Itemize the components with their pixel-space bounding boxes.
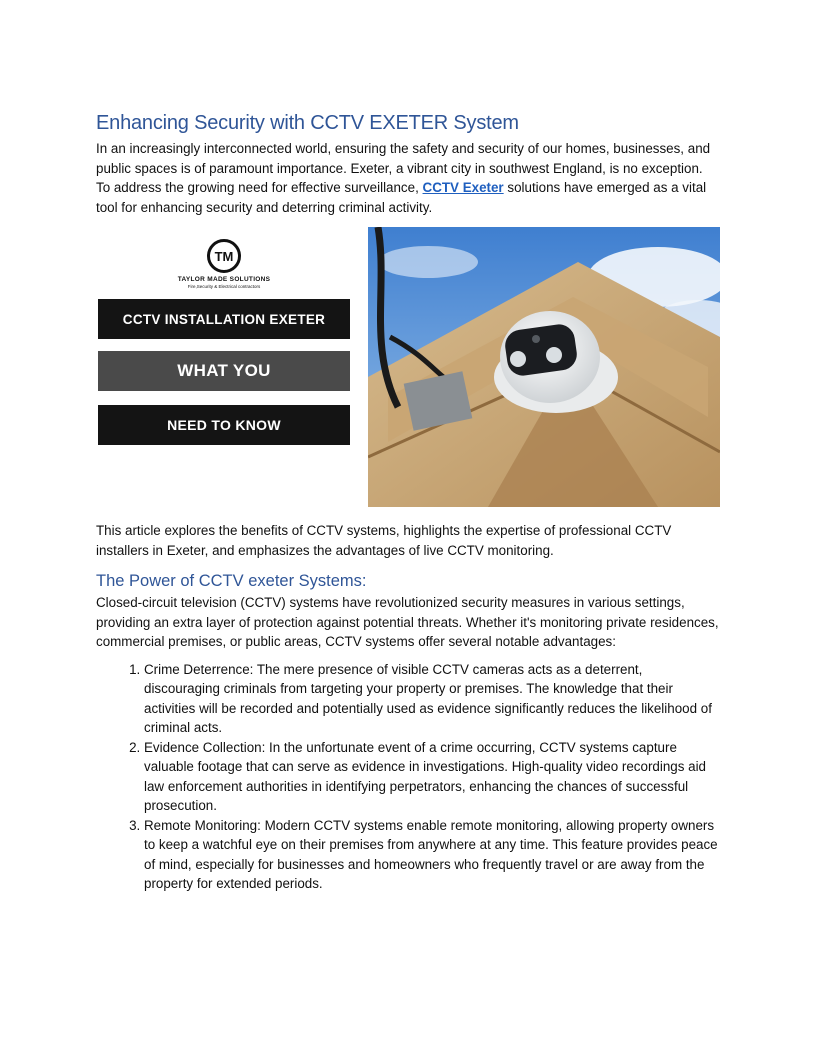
article-title: Enhancing Security with CCTV EXETER System [96, 112, 519, 134]
summary-paragraph: This article explores the benefits of CCTV systems, highlights the expertise of professional CCTV installers in Exeter, and emphasizes the advantages of live CCTV monitoring. [96, 523, 672, 558]
promo-graphic [96, 227, 352, 507]
banner-cctv-installation: CCTV INSTALLATION EXETER [98, 299, 350, 339]
cloud [378, 246, 478, 278]
banner-need-to-know: NEED TO KNOW [98, 405, 350, 445]
tm-logo-icon: TM [207, 239, 241, 273]
document-page [96, 112, 720, 894]
company-logo [96, 239, 352, 289]
cctv-exeter-link[interactable]: CCTV Exeter [422, 180, 504, 195]
cctv-camera-photo [368, 227, 720, 507]
list-item: 1. Crime Deterrence: The mere presence of visible CCTV cameras acts as a deterrent, discouraging criminals from targeting your property or premises. The knowledge that their activities will be recorded and potentially used as evidence significantly reduces the likelihood of criminal acts. [144, 660, 720, 738]
list-item: 3. Remote Monitoring: Modern CCTV systems enable remote monitoring, allowing property owners to keep a watchful eye on their premises from anywhere at any time. This feature provides peace of mind, especially for businesses and homeowners who frequently travel or are away from the property for extended periods. [144, 816, 720, 894]
banner-what-you: WHAT YOU [98, 351, 350, 391]
camera-photo-illustration [368, 227, 720, 507]
section-heading: The Power of CCTV exeter Systems: [96, 572, 367, 590]
camera-led [510, 351, 526, 367]
list-item: 2. Evidence Collection: In the unfortunate event of a crime occurring, CCTV systems capture valuable footage that can serve as evidence in investigations. High-quality video recordings aid law enforcement authorities in identifying perpetrators, enhancing the chances of successful prosecution. [144, 738, 720, 816]
advantages-list [96, 660, 720, 894]
section-paragraph: Closed-circuit television (CCTV) systems have revolutionized security measures in various settings, providing an extra layer of protection against potential threats. Whether it's monitoring private residences, commercial premises, or public areas, CCTV systems offer several notable advantages: [96, 595, 719, 649]
intro-text-start: In an increasingly interconnected world, ensuring the safety and security of our homes, businesses, and public spaces is of paramount importance. Exeter, a vibrant city in southwest England, is no exception. To address the growing need for effective surveillance, [96, 141, 711, 195]
figure-row [96, 227, 720, 507]
camera-led [546, 347, 562, 363]
intro-text-end: solutions have emerged as a vital tool for enhancing security and deterring criminal activity. [96, 180, 707, 215]
intro-paragraph [96, 139, 720, 217]
logo-tagline: Fire,Security & Electrical contractors [187, 284, 261, 289]
camera-sensor [532, 335, 540, 343]
logo-company-name: TAYLOR MADE SOLUTIONS [177, 276, 271, 283]
